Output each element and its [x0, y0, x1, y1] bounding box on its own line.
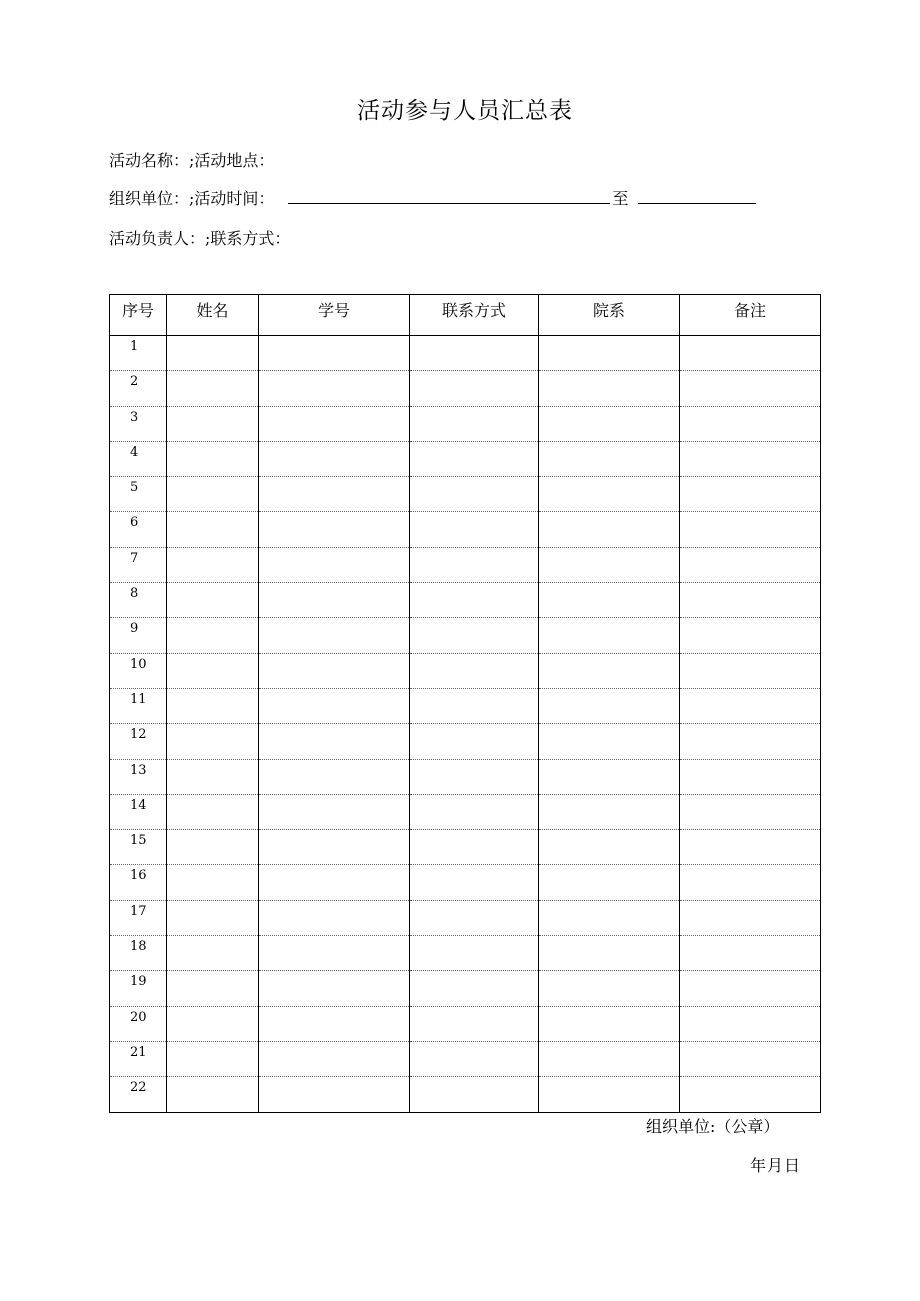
row-index-cell: 4 [110, 441, 167, 476]
remarks-cell[interactable] [680, 1041, 821, 1076]
contact-cell[interactable] [410, 477, 539, 512]
contact-cell[interactable] [410, 547, 539, 582]
contact-cell[interactable] [410, 406, 539, 441]
student-id-cell[interactable] [259, 653, 410, 688]
name-cell[interactable] [167, 406, 259, 441]
department-cell[interactable] [539, 830, 680, 865]
leader-contact-line: 活动负责人：;联系方式： [109, 229, 291, 248]
table-row [110, 406, 821, 441]
table-row [110, 1077, 821, 1112]
contact-cell[interactable] [410, 688, 539, 723]
contact-cell[interactable] [410, 618, 539, 653]
student-id-cell[interactable] [259, 618, 410, 653]
student-id-cell[interactable] [259, 1077, 410, 1112]
remarks-cell[interactable] [680, 936, 821, 971]
department-cell[interactable] [539, 865, 680, 900]
name-cell[interactable] [167, 936, 259, 971]
student-id-cell[interactable] [259, 1041, 410, 1076]
table-row [110, 618, 821, 653]
department-cell[interactable] [539, 794, 680, 829]
page-title: 活动参与人员汇总表 [357, 98, 573, 124]
remarks-cell[interactable] [680, 583, 821, 618]
table-row [110, 547, 821, 582]
department-cell[interactable] [539, 441, 680, 476]
name-cell[interactable] [167, 583, 259, 618]
remarks-cell[interactable] [680, 406, 821, 441]
footer-organizer-seal: 组织单位:（公章） [646, 1117, 780, 1136]
table-row [110, 371, 821, 406]
contact-cell[interactable] [410, 971, 539, 1006]
department-cell[interactable] [539, 688, 680, 723]
contact-cell[interactable] [410, 794, 539, 829]
department-cell[interactable] [539, 936, 680, 971]
row-index-cell: 9 [110, 618, 167, 653]
remarks-cell[interactable] [680, 865, 821, 900]
name-cell[interactable] [167, 441, 259, 476]
name-cell[interactable] [167, 547, 259, 582]
remarks-cell[interactable] [680, 1077, 821, 1112]
header-index: 序号 [110, 295, 167, 336]
table-row [110, 477, 821, 512]
student-id-cell[interactable] [259, 724, 410, 759]
contact-cell[interactable] [410, 865, 539, 900]
start-time-blank [288, 189, 610, 204]
row-index-cell: 7 [110, 547, 167, 582]
header-name: 姓名 [167, 295, 259, 336]
header-contact: 联系方式 [410, 295, 539, 336]
student-id-cell[interactable] [259, 759, 410, 794]
table-row [110, 724, 821, 759]
department-cell[interactable] [539, 653, 680, 688]
name-cell[interactable] [167, 653, 259, 688]
remarks-cell[interactable] [680, 512, 821, 547]
department-cell[interactable] [539, 547, 680, 582]
remarks-cell[interactable] [680, 688, 821, 723]
department-cell[interactable] [539, 618, 680, 653]
student-id-cell[interactable] [259, 1006, 410, 1041]
table-row [110, 441, 821, 476]
row-index-cell: 19 [110, 971, 167, 1006]
table-row [110, 688, 821, 723]
name-cell[interactable] [167, 724, 259, 759]
student-id-cell[interactable] [259, 512, 410, 547]
table-row [110, 512, 821, 547]
name-cell[interactable] [167, 971, 259, 1006]
contact-cell[interactable] [410, 583, 539, 618]
header-department: 院系 [539, 295, 680, 336]
department-cell[interactable] [539, 371, 680, 406]
remarks-cell[interactable] [680, 653, 821, 688]
student-id-cell[interactable] [259, 477, 410, 512]
remarks-cell[interactable] [680, 759, 821, 794]
remarks-cell[interactable] [680, 371, 821, 406]
student-id-cell[interactable] [259, 936, 410, 971]
table-row [110, 653, 821, 688]
row-index-cell: 10 [110, 653, 167, 688]
footer-date: 年月日 [750, 1156, 802, 1175]
contact-cell[interactable] [410, 336, 539, 371]
contact-cell[interactable] [410, 512, 539, 547]
student-id-cell[interactable] [259, 583, 410, 618]
department-cell[interactable] [539, 1041, 680, 1076]
row-index-cell: 13 [110, 759, 167, 794]
row-index-cell: 8 [110, 583, 167, 618]
department-cell[interactable] [539, 583, 680, 618]
remarks-cell[interactable] [680, 900, 821, 935]
contact-cell[interactable] [410, 759, 539, 794]
student-id-cell[interactable] [259, 441, 410, 476]
contact-cell[interactable] [410, 653, 539, 688]
name-cell[interactable] [167, 618, 259, 653]
row-index-cell: 11 [110, 688, 167, 723]
row-index-cell: 21 [110, 1041, 167, 1076]
department-cell[interactable] [539, 759, 680, 794]
student-id-cell[interactable] [259, 371, 410, 406]
row-index-cell: 15 [110, 830, 167, 865]
activity-name-location-line: 活动名称：;活动地点： [109, 151, 275, 170]
table-row [110, 336, 821, 371]
organizer-time-label: 组织单位：;活动时间： [109, 189, 275, 208]
row-index-cell: 22 [110, 1077, 167, 1112]
table-header-row [110, 295, 821, 336]
table-row [110, 583, 821, 618]
remarks-cell[interactable] [680, 794, 821, 829]
student-id-cell[interactable] [259, 865, 410, 900]
student-id-cell[interactable] [259, 900, 410, 935]
name-cell[interactable] [167, 794, 259, 829]
contact-cell[interactable] [410, 900, 539, 935]
student-id-cell[interactable] [259, 830, 410, 865]
department-cell[interactable] [539, 512, 680, 547]
row-index-cell: 1 [110, 336, 167, 371]
remarks-cell[interactable] [680, 336, 821, 371]
to-label: 至 [612, 189, 629, 208]
remarks-cell[interactable] [680, 477, 821, 512]
row-index-cell: 3 [110, 406, 167, 441]
table-row [110, 936, 821, 971]
contact-cell[interactable] [410, 1077, 539, 1112]
row-index-cell: 20 [110, 1006, 167, 1041]
row-index-cell: 12 [110, 724, 167, 759]
name-cell[interactable] [167, 371, 259, 406]
student-id-cell[interactable] [259, 794, 410, 829]
student-id-cell[interactable] [259, 406, 410, 441]
table-row [110, 865, 821, 900]
header-remarks: 备注 [680, 295, 821, 336]
name-cell[interactable] [167, 900, 259, 935]
name-cell[interactable] [167, 759, 259, 794]
row-index-cell: 14 [110, 794, 167, 829]
remarks-cell[interactable] [680, 441, 821, 476]
organizer-time-line [109, 186, 756, 209]
name-cell[interactable] [167, 688, 259, 723]
table-row [110, 1041, 821, 1076]
row-index-cell: 18 [110, 936, 167, 971]
department-cell[interactable] [539, 1006, 680, 1041]
department-cell[interactable] [539, 900, 680, 935]
name-cell[interactable] [167, 1077, 259, 1112]
table-row [110, 1006, 821, 1041]
student-id-cell[interactable] [259, 336, 410, 371]
student-id-cell[interactable] [259, 547, 410, 582]
remarks-cell[interactable] [680, 971, 821, 1006]
contact-cell[interactable] [410, 1041, 539, 1076]
contact-cell[interactable] [410, 830, 539, 865]
remarks-cell[interactable] [680, 1006, 821, 1041]
contact-cell[interactable] [410, 936, 539, 971]
department-cell[interactable] [539, 724, 680, 759]
name-cell[interactable] [167, 336, 259, 371]
name-cell[interactable] [167, 512, 259, 547]
row-index-cell: 5 [110, 477, 167, 512]
remarks-cell[interactable] [680, 618, 821, 653]
name-cell[interactable] [167, 477, 259, 512]
name-cell[interactable] [167, 865, 259, 900]
name-cell[interactable] [167, 1006, 259, 1041]
row-index-cell: 6 [110, 512, 167, 547]
table-row [110, 830, 821, 865]
table-row [110, 794, 821, 829]
end-time-blank [638, 189, 756, 204]
department-cell[interactable] [539, 1077, 680, 1112]
name-cell[interactable] [167, 830, 259, 865]
department-cell[interactable] [539, 336, 680, 371]
contact-cell[interactable] [410, 371, 539, 406]
row-index-cell: 2 [110, 371, 167, 406]
name-cell[interactable] [167, 1041, 259, 1076]
remarks-cell[interactable] [680, 724, 821, 759]
department-cell[interactable] [539, 477, 680, 512]
table-row [110, 971, 821, 1006]
department-cell[interactable] [539, 971, 680, 1006]
remarks-cell[interactable] [680, 547, 821, 582]
header-student-id: 学号 [259, 295, 410, 336]
participant-table [109, 294, 821, 1113]
contact-cell[interactable] [410, 1006, 539, 1041]
row-index-cell: 17 [110, 900, 167, 935]
contact-cell[interactable] [410, 724, 539, 759]
student-id-cell[interactable] [259, 688, 410, 723]
student-id-cell[interactable] [259, 971, 410, 1006]
contact-cell[interactable] [410, 441, 539, 476]
remarks-cell[interactable] [680, 830, 821, 865]
department-cell[interactable] [539, 406, 680, 441]
table-row [110, 759, 821, 794]
row-index-cell: 16 [110, 865, 167, 900]
table-row [110, 900, 821, 935]
